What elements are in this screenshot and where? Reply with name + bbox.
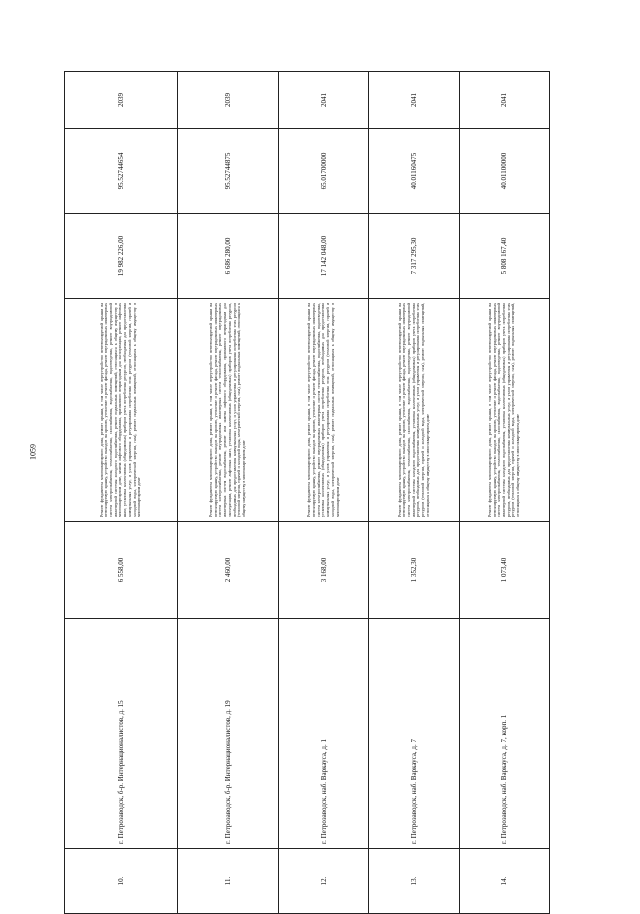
row-number-cell: 11. xyxy=(177,849,278,914)
row-number-cell: 13. xyxy=(369,849,459,914)
address-cell: г. Петрозаводск, наб. Варкауса, д. 7, корп. 1 xyxy=(459,619,549,849)
code-cell: 40.01100000 xyxy=(459,129,549,214)
address-cell: г. Петрозаводск, наб. Варкауса, д. 1 xyxy=(279,619,369,849)
cost-cell: 17 142 048,00 xyxy=(279,214,369,299)
year-cell: 2039 xyxy=(65,72,178,129)
table-row xyxy=(369,72,459,914)
works-description-cell: Ремонт фундамента многоквартирного дома, ремонт крыши, в том числе переустройство невентилируемой крыши на вентилируемую крышу, устройство выходов на кровлю, утепление и ремонт фасада, ремонт внутридомовых инженерных систем электроснабжения, ремонт внутридомовых инженерных систем теплоснабжения, водоснабжения, водоотведения, установка коллективных (общедомовых) приборов учета потребления ресурсов, необходимых для предоставления коммунальных услуг, и узлов управления и регулирования потребления этих ресурсов (тепловой энергии, горячей и холодной воды, электрической энергии, газа), ремонт подвальных помещений, относящихся к общему имуществу в многоквартирном доме xyxy=(279,299,369,522)
address-cell: г. Петрозаводск, б-р. Интернационалистов, д. 15 xyxy=(65,619,178,849)
year-cell: 2041 xyxy=(369,72,459,129)
table-row xyxy=(65,72,178,914)
rotated-table-wrapper xyxy=(64,72,550,914)
row-number-cell: 12. xyxy=(279,849,369,914)
row-number-cell: 10. xyxy=(65,849,178,914)
code-cell: 95.52744875 xyxy=(177,129,278,214)
area-cell: 3 168,00 xyxy=(279,522,369,619)
cost-cell: 6 686 280,00 xyxy=(177,214,278,299)
page-number xyxy=(23,438,43,466)
code-cell: 95.52744654 xyxy=(65,129,178,214)
works-description-cell: Ремонт фундамента многоквартирного дома, ремонт крыши, в том числе переустройство невентилируемой крыши на вентилируемую крышу, устройство выходов на кровлю, утепление и ремонт фасада, ремонт внутридомовых инженерных систем электроснабжения, теплоснабжения, газоснабжения, водоснабжения, водоотведения, ремонт внутридомовой инженерной системы холодного водоснабжения, установка коллективных (общедомовых) приборов учета потребления ресурсов, необходимых для предоставления коммунальных услуг, и узлов управления и регулирования потребления этих ресурсов (тепловой энергии, горячей и холодной воды, электрической энергии, газа), ремонт подвальных помещений, относящихся к общему имуществу в многоквартирном доме xyxy=(459,299,549,522)
works-description-cell: Ремонт фундамента многоквартирного дома, ремонт крыши, в том числе переустройство невентилируемой крыши на вентилируемую крышу, устройство выходов на кровлю, утепление и ремонт фасада, ремонт внутридомовых инженерных систем электроснабжения, теплоснабжения, газоснабжения, водоснабжения, водоотведения, ремонт внутридомовой инженерной системы холодного водоснабжения, ремонт подвальных помещений, относящихся к общему имуществу в многоквартирном доме, замена лифтового оборудования, признанного непригодным для эксплуатации, ремонт лифтовых шахт, установка коллективных (общедомовых) приборов учета потребления ресурсов, необходимых для предоставления коммунальных услуг, и узлов управления и регулирования потребления этих ресурсов (тепловой энергии, горячей и холодной воды, электрической энергии, газа), ремонт подвальных помещений, относящихся к общему имуществу в многоквартирном доме xyxy=(65,299,178,522)
year-cell: 2041 xyxy=(279,72,369,129)
row-number-cell: 14. xyxy=(459,849,549,914)
cost-cell: 7 317 295,30 xyxy=(369,214,459,299)
housing-repair-table xyxy=(64,71,550,914)
year-cell: 2039 xyxy=(177,72,278,129)
code-cell: 40.01160475 xyxy=(369,129,459,214)
cost-cell: 19 982 226,00 xyxy=(65,214,178,299)
area-cell: 1 073,40 xyxy=(459,522,549,619)
year-cell: 2041 xyxy=(459,72,549,129)
area-cell: 6 558,00 xyxy=(65,522,178,619)
area-cell: 1 352,30 xyxy=(369,522,459,619)
document-sheet xyxy=(64,72,550,914)
area-cell: 2 460,00 xyxy=(177,522,278,619)
table-row xyxy=(459,72,549,914)
table-row xyxy=(177,72,278,914)
table-row xyxy=(279,72,369,914)
works-description-cell: Ремонт фундамента многоквартирного дома, ремонт крыши, в том числе переустройство невентилируемой крыши на вентилируемую крышу, устройство выходов на кровлю, утепление и ремонт фасада, ремонт внутридомовых инженерных систем электроснабжения, ремонт внутридомовых инженерных систем теплоснабжения, ремонт внутридомовых инженерных систем водоснабжения, ремонт или замена лифтового оборудования, признанного непригодным для эксплуатации, ремонт лифтовых шахт, установка коллективных (общедомовых) приборов учета потребления ресурсов, необходимых для предоставления коммунальных услуг, и узлов управления и регулирования потребления этих ресурсов (тепловой энергии, горячей и холодной воды, электрической энергии, газа), ремонт подвальных помещений, относящихся к общему имуществу в многоквартирном доме xyxy=(177,299,278,522)
code-cell: 65.01700000 xyxy=(279,129,369,214)
works-description-cell: Ремонт фундамента многоквартирного дома, ремонт крыши, в том числе переустройство невентилируемой крыши на вентилируемую крышу, устройство выходов на кровлю, утепление и ремонт фасада, ремонт внутридомовых инженерных систем электроснабжения, теплоснабжения, газоснабжения, водоснабжения, водоотведения, ремонт внутридомовой инженерной системы холодного водоснабжения, установка коллективных (общедомовых) приборов учета потребления ресурсов, необходимых для предоставления коммунальных услуг, и узлов управления и регулирования потребления этих ресурсов (тепловой энергии, горячей и холодной воды, электрической энергии, газа), ремонт подвальных помещений, относящихся к общему имуществу в многоквартирном доме xyxy=(369,299,459,522)
page-number-text: 1059 xyxy=(28,444,38,460)
address-cell: г. Петрозаводск, б-р. Интернационалистов, д. 19 xyxy=(177,619,278,849)
address-cell: г. Петрозаводск, наб. Варкауса, д. 7 xyxy=(369,619,459,849)
cost-cell: 5 808 167,40 xyxy=(459,214,549,299)
